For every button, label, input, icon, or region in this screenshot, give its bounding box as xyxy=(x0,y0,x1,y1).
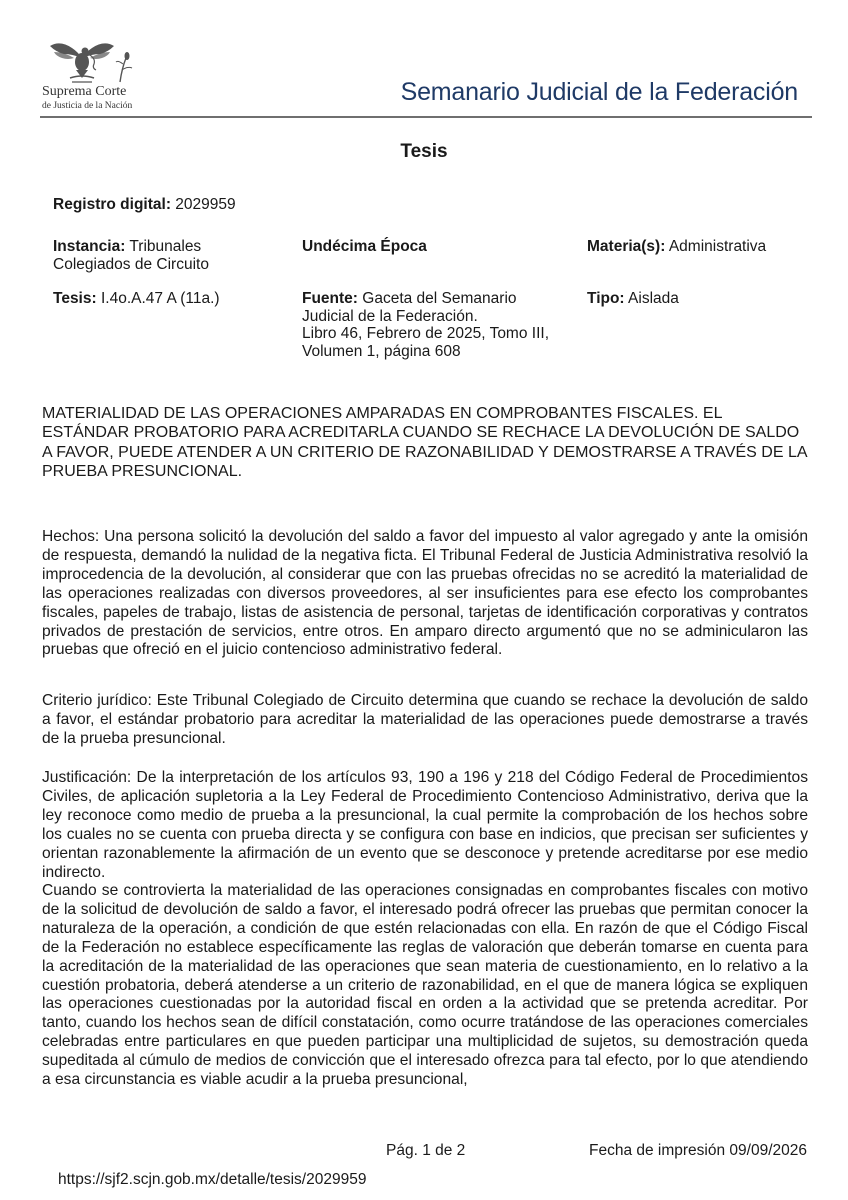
epoca xyxy=(302,238,427,256)
fuente-value-2: Judicial de la Federación. xyxy=(302,307,478,325)
fuente-value-3: Libro 46, Febrero de 2025, Tomo III, xyxy=(302,325,550,342)
eagle-emblem-icon xyxy=(42,38,142,84)
scjn-logo xyxy=(42,38,142,84)
registro-label: Registro digital: xyxy=(53,196,171,213)
page-header xyxy=(40,30,812,116)
paragraph-cuando xyxy=(42,882,808,1090)
materia xyxy=(587,238,766,256)
fuente-value-1: Gaceta del Semanario xyxy=(362,290,517,307)
tipo-label: Tipo: xyxy=(587,290,625,307)
document-url[interactable]: https://sjf2.scjn.gob.mx/detalle/tesis/2029959 xyxy=(58,1171,367,1188)
instancia-value-2: Colegiados de Circuito xyxy=(53,255,209,273)
fuente-value-4: Volumen 1, página 608 xyxy=(302,342,461,360)
hechos-text: Hechos: Una persona solicitó la devolución del saldo a favor del impuesto al valor agregado y ante la omisión de respuesta, demandó la nulidad de la negativa ficta. El Tribunal Federal de Justicia Administrativa resolvió la improcedencia de la devolución, al considerar que con las pruebas ofrecidas no se acreditó la materialidad de las operaciones realizadas con diversos proveedores, al ser insuficientes para ese efecto los comprobantes fiscales, papeles de trabajo, listas de asistencia de personal, tarjetas de identificación corporativas y contratos privados de prestación de servicios, entre otros. En amparo directo argumentó que no se adminicularon las pruebas que ofreció en el juicio contencioso administrativo federal. xyxy=(42,528,808,659)
site-title: Semanario Judicial de la Federación xyxy=(400,78,798,106)
registro-value: 2029959 xyxy=(175,196,236,213)
logo-text-justicia: de Justicia de la Nación xyxy=(42,101,133,111)
tesis xyxy=(53,290,220,308)
tipo-value: Aislada xyxy=(628,290,679,307)
fuente-label: Fuente: xyxy=(302,290,358,307)
paragraph-hechos xyxy=(42,528,808,660)
document-title: Tesis xyxy=(400,141,448,162)
justificacion-text: Justificación: De la interpretación de los artículos 93, 190 a 196 y 218 del Código Federal de Procedimientos Civiles, de aplicación supletoria a la Ley Federal de Procedimiento Contencioso Administrativo, deriva que la ley reconoce como medio de prueba a la presuncional, la cual permite la comprobación de los hechos sobre los cuales no se cuenta con prueba directa y se configura con base en indicios, que precisan ser suficientes y orientan razonablemente la afirmación de un evento que se desconoce y pretende acreditarse por ese medio indirecto. xyxy=(42,769,808,881)
instancia xyxy=(53,238,293,273)
materia-value: Administrativa xyxy=(668,238,767,255)
instancia-label: Instancia: xyxy=(53,238,126,255)
tipo xyxy=(587,290,679,308)
registro-digital xyxy=(53,196,236,214)
criterio-text: Criterio jurídico: Este Tribunal Colegiado de Circuito determina que cuando se rechace la devolución de saldo a favor, el estándar probatorio para acreditar la materialidad de las operaciones puede demostrarse a través de la prueba presuncional. xyxy=(42,692,808,747)
epoca-value: Undécima Época xyxy=(302,238,427,255)
tesis-label: Tesis: xyxy=(53,290,97,307)
header-divider xyxy=(40,116,812,118)
materia-label: Materia(s): xyxy=(587,238,666,255)
tesis-value: I.4o.A.47 A (11a.) xyxy=(100,290,220,307)
instancia-value-1: Tribunales xyxy=(129,238,202,255)
print-date: Fecha de impresión 09/09/2026 xyxy=(588,1142,807,1159)
tesis-heading: MATERIALIDAD DE LAS OPERACIONES AMPARADAS EN COMPROBANTES FISCALES. EL ESTÁNDAR PROBATORIO PARA ACREDITARLA CUANDO SE RECHACE LA DEVOLUCIÓN DE SALDO A FAVOR, PUEDE ATENDER A UN CRITERIO DE RAZONABILIDAD Y DEMOSTRARSE A TRAVÉS DE LA PRUEBA PRESUNCIONAL. xyxy=(42,405,807,480)
paragraph-criterio xyxy=(42,692,808,749)
logo-text-suprema-corte: Suprema Corte xyxy=(42,84,127,99)
fuente xyxy=(302,290,587,360)
page-number: Pág. 1 de 2 xyxy=(386,1142,466,1159)
cuando-text: Cuando se controvierta la materialidad de las operaciones consignadas en comprobantes fiscales con motivo de la solicitud de devolución de saldo a favor, el interesado podrá ofrecer las pruebas que permitan conocer la naturaleza de la operación, a condición de que estén relacionadas con ella. En razón de que el Código Fiscal de la Federación no establece específicamente las reglas de valoración que deberán tomarse en cuenta para la acreditación de la materialidad de las operaciones que sean materia de cuestionamiento, en lo relativo a la cuestión probatoria, deberá atenderse a un criterio de razonabilidad, en el que de manera lógica se expliquen las operaciones cuestionadas por la autoridad fiscal en orden a la actividad que se pretenda acreditar. Por tanto, cuando los hechos sean de difícil constatación, como ocurre tratándose de las operaciones comerciales celebradas entre particulares en que pueden participar una multiplicidad de sujetos, su demostración queda supeditada al cúmulo de medios de convicción que el interesado ofrezca para tal efecto, por lo que atendiendo a esa circunstancia es viable acudir a la prueba presuncional, xyxy=(42,882,808,1089)
paragraph-justificacion xyxy=(42,769,808,882)
